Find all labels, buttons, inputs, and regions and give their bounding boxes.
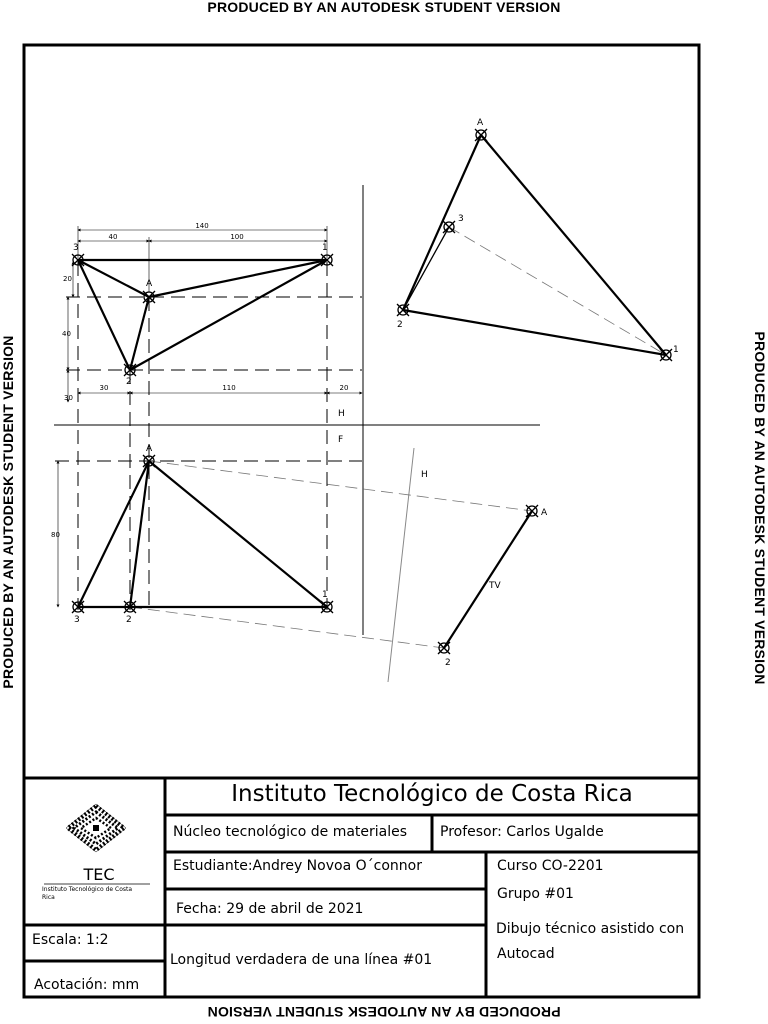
- dim-80: 80: [51, 531, 60, 539]
- drawing-title: Longitud verdadera de una línea #01: [170, 952, 433, 968]
- tec-logo: [42, 804, 150, 901]
- dim-140: 140: [195, 222, 209, 230]
- label-plane-H: H: [338, 409, 345, 419]
- subject-line-2: Autocad: [497, 946, 555, 962]
- units-field: Acotación: mm: [34, 977, 140, 993]
- label-top-1: 1: [322, 243, 328, 253]
- sheet-border: [24, 45, 699, 997]
- dim-30-left: 30: [64, 394, 73, 402]
- course-code: Curso CO-2201: [497, 858, 604, 874]
- dim-30: 30: [99, 384, 109, 392]
- front-view: [78, 461, 327, 607]
- auxiliary-folding-line: [388, 448, 414, 682]
- watermark-top: PRODUCED BY AN AUTODESK STUDENT VERSION: [207, 0, 561, 15]
- auxiliary-projectors: [130, 227, 666, 648]
- label-aux-A: A: [541, 508, 548, 518]
- dimensions: [58, 226, 362, 607]
- tec-logo-mark: [66, 804, 126, 852]
- dim-40-top: 40: [108, 233, 118, 241]
- auxiliary-view: [403, 135, 666, 355]
- label-far-A: A: [477, 118, 484, 128]
- department-name: Núcleo tecnológico de materiales: [173, 824, 408, 840]
- tec-logo-caption-2: Rica: [42, 894, 55, 901]
- point-markers: [72, 129, 672, 654]
- institution-title: Instituto Tecnológico de Costa Rica: [231, 781, 633, 807]
- tec-logo-caption-1: Instituto Tecnológico de Costa: [42, 886, 133, 893]
- date-field: Fecha: 29 de abril de 2021: [176, 901, 364, 917]
- dim-100: 100: [230, 233, 244, 241]
- watermark-right: PRODUCED BY AN AUTODESK STUDENT VERSION: [752, 331, 768, 685]
- label-top-3: 3: [73, 243, 79, 253]
- label-top-2: 2: [126, 377, 132, 387]
- group-number: Grupo #01: [497, 886, 574, 902]
- label-far-1: 1: [673, 345, 679, 355]
- scale-field: Escala: 1:2: [32, 932, 109, 948]
- professor-name: Profesor: Carlos Ugalde: [440, 824, 604, 840]
- label-top-A: A: [146, 279, 153, 289]
- label-front-2: 2: [126, 615, 132, 625]
- true-length-line: [444, 511, 532, 648]
- watermark-bottom: PRODUCED BY AN AUTODESK STUDENT VERSION: [207, 1004, 561, 1020]
- label-tv: TV: [489, 581, 501, 591]
- dim-110: 110: [222, 384, 236, 392]
- tec-logo-text: TEC: [83, 865, 115, 884]
- label-aux-H: H: [421, 470, 428, 480]
- dim-20-left: 20: [63, 275, 72, 283]
- label-far-3: 3: [458, 214, 464, 224]
- watermark-left: PRODUCED BY AN AUTODESK STUDENT VERSION: [0, 335, 16, 689]
- label-front-1: 1: [322, 590, 328, 600]
- top-view: [78, 260, 327, 370]
- dim-40-left: 40: [62, 330, 71, 338]
- label-front-3: 3: [74, 615, 80, 625]
- folding-lines: [54, 185, 540, 635]
- label-front-A: A: [146, 444, 153, 454]
- subject-line-1: Dibujo técnico asistido con: [496, 921, 685, 937]
- label-aux-2: 2: [445, 658, 451, 668]
- student-name: Estudiante:Andrey Novoa O´connor: [173, 858, 422, 874]
- label-far-2: 2: [397, 320, 403, 330]
- label-plane-F: F: [338, 435, 344, 445]
- dim-20: 20: [339, 384, 349, 392]
